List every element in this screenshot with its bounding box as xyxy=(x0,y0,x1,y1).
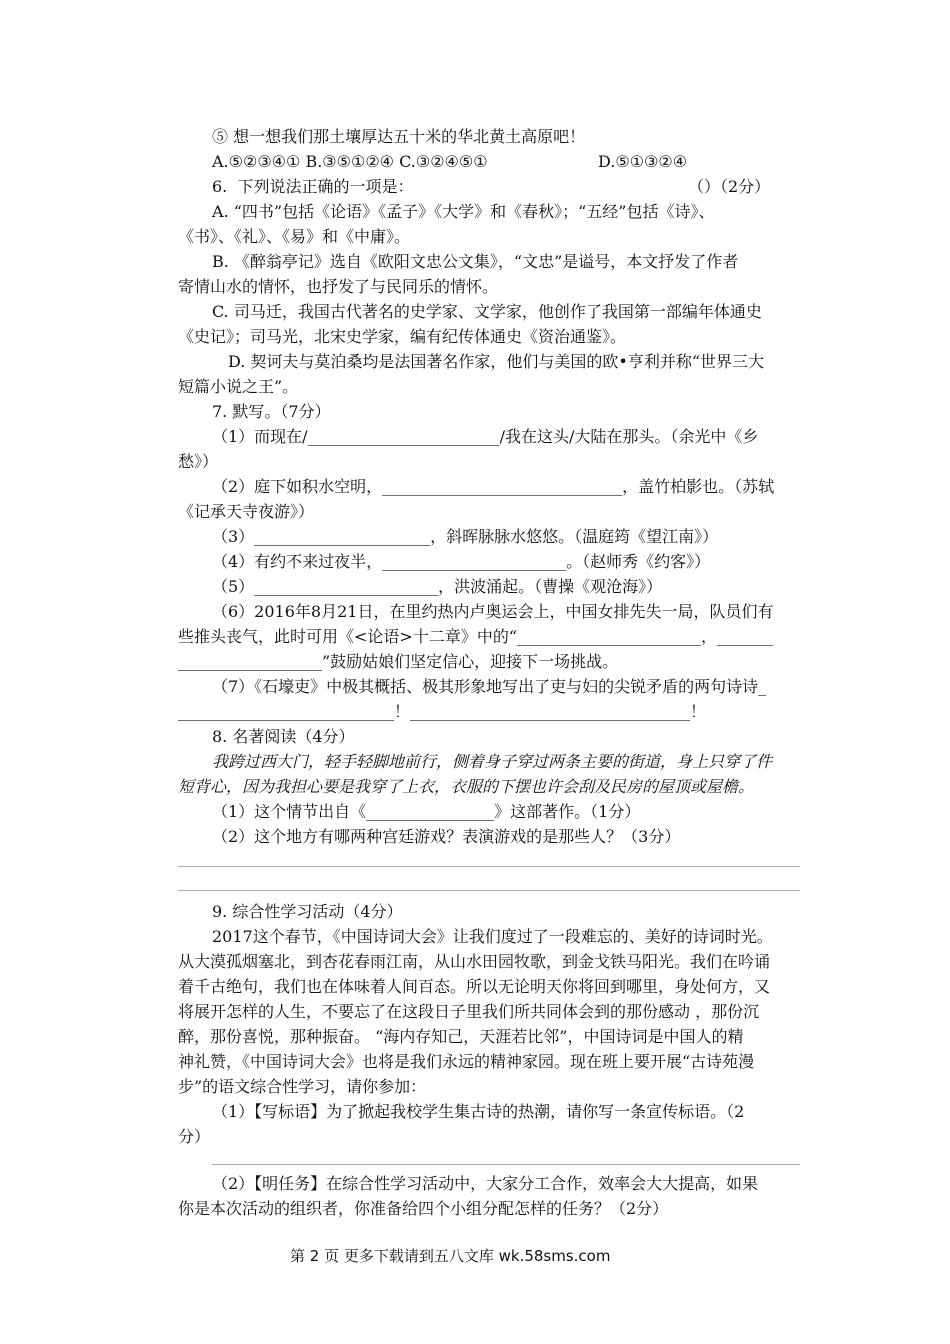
q7-item-4: （4）有约不来过夜半，_______________________。（赵师秀《约客》） xyxy=(212,552,711,571)
q6-option-a-line1: A. “四书”包括《论语》《孟子》《大学》和《春秋》；“五经”包括《诗》、 xyxy=(212,202,715,221)
q6-score: （）（2分） xyxy=(688,177,771,196)
q8-subquestion-2: （2）这个地方有哪两种宫廷游戏？表演游戏的是那些人？（3分） xyxy=(212,827,681,846)
q5-item-5: ⑤ 想一想我们那土壤厚达五十米的华北黄土高原吧！ xyxy=(212,127,586,146)
q6-option-b-line2: 寄情山水的情怀，也抒发了与民同乐的情怀。 xyxy=(178,277,499,296)
q7-item-6-line1: （6）2016年8月21日，在里约热内卢奥运会上，中国女排先失一局，队员们有 xyxy=(212,602,774,621)
answer-line xyxy=(178,866,800,867)
q9-passage-line3: 着千古绝句，我们也在体味着人间百态。所以无论明天你将回到哪里，身处何方，又 xyxy=(178,977,771,996)
q7-item-1-line2: 愁》） xyxy=(178,452,219,471)
q6-option-c-line1: C. 司马迁，我国古代著名的史学家、文学家，他创作了我国第一部编年体通史 xyxy=(212,302,762,321)
q9-passage-line7: 步”的语文综合性学习，请你参加： xyxy=(178,1077,427,1096)
q6-stem: 6. 下列说法正确的一项是： xyxy=(212,177,414,196)
q9-passage-line4: 将展开怎样的人生，不要忘了在这段日子里我们所共同体会到的那份感动 ，那份沉 xyxy=(178,1002,760,1021)
q7-item-1-line1: （1）而现在/________________________/我在这头/大陆在那头。（余光中《乡 xyxy=(212,427,759,446)
q6-option-b-line1: B. 《醉翁亭记》选自《欧阳文忠公文集》，“文忠”是谥号，本文抒发了作者 xyxy=(212,252,739,271)
q9-subquestion-1-line2: 分） xyxy=(178,1127,211,1146)
page-footer: 第 2 页 更多下载请到五八文库 wk.58sms.com xyxy=(290,1247,611,1265)
q9-subquestion-2-line1: （2）【明任务】在综合性学习活动中，大家分工合作，效率会大大提高，如果 xyxy=(212,1174,759,1193)
q8-title: 8. 名著阅读（4分） xyxy=(212,727,355,746)
q8-subquestion-1: （1）这个情节出自《________________》这部著作。（1分） xyxy=(212,802,641,821)
q7-title: 7. 默写。（7分） xyxy=(212,402,331,421)
q7-item-2-line1: （2）庭下如积水空明，______________________________，盖竹柏影也。（苏轼 xyxy=(212,477,775,496)
q9-subquestion-1-line1: （1）【写标语】为了掀起我校学生集古诗的热潮，请你写一条宣传标语。（2 xyxy=(212,1102,745,1121)
q9-passage-line6: 神礼赞，《中国诗词大会》也将是我们永远的精神家园。现在班上要开展“古诗苑漫 xyxy=(178,1052,755,1071)
q7-item-7-line1: （7）《石壕吏》中极其概括、极其形象地写出了吏与妇的尖锐矛盾的两句诗诗_ xyxy=(212,677,767,696)
q7-item-2-line2: 《记承天寺夜游》） xyxy=(178,502,315,521)
answer-line xyxy=(212,1164,800,1165)
q6-option-c-line2: 《史记》；司马光，北宋史学家，编有纪传体通史《资治通鉴》。 xyxy=(178,327,627,346)
q6-option-d-line1: D. 契诃夫与莫泊桑均是法国著名作家，他们与美国的欧•亨利并称“世界三大 xyxy=(228,352,765,371)
q7-item-5: （5）_______________________，洪波涌起。（曹操《观沧海》） xyxy=(212,577,663,596)
q7-item-7-line2: ___________________________！___________________________________！ xyxy=(178,702,706,721)
answer-line xyxy=(178,890,800,891)
q7-item-3: （3）______________________，斜晖脉脉水悠悠。（温庭筠《望江南》） xyxy=(212,527,719,546)
q9-passage-line2: 从大漠孤烟塞北，到杏花春雨江南，从山水田园牧歌，到金戈铁马阳光。我们在吟诵 xyxy=(178,952,771,971)
q9-title: 9. 综合性学习活动（4分） xyxy=(212,902,403,921)
q6-option-d-line2: 短篇小说之王”。 xyxy=(178,377,299,396)
q9-passage-line1: 2017这个春节，《中国诗词大会》让我们度过了一段难忘的、美好的诗词时光。 xyxy=(212,927,773,946)
q7-item-6-line2: 些推头丧气，此时可用《<论语>十二章》中的“_______________________，_______ xyxy=(178,627,773,646)
q5-options-abc: A.⑤②③④① B.③⑤①②④ C.③②④⑤① xyxy=(212,152,488,171)
q8-passage-line2: 短背心，因为我担心要是我穿了上衣，衣服的下摆也许会刮及民房的屋顶或屋檐。 xyxy=(178,777,755,796)
q6-option-a-line2: 《书》、《礼》、《易》和《中庸》。 xyxy=(178,227,411,246)
q9-passage-line5: 醉，那份喜悦，那种振奋。 “海内存知己，天涯若比邻”，中国诗词是中国人的精 xyxy=(178,1027,744,1046)
q7-item-6-line3: __________________”鼓励姑娘们坚定信心，迎接下一场挑战。 xyxy=(178,652,619,671)
q8-passage-line1: 我跨过西大门，轻手轻脚地前行，侧着身子穿过两条主要的街道，身上只穿了件 xyxy=(212,752,773,771)
q9-subquestion-2-line2: 你是本次活动的组织者，你准备给四个小组分配怎样的任务？（2分） xyxy=(178,1199,669,1218)
q5-option-d: D.⑤①③②④ xyxy=(598,152,688,171)
